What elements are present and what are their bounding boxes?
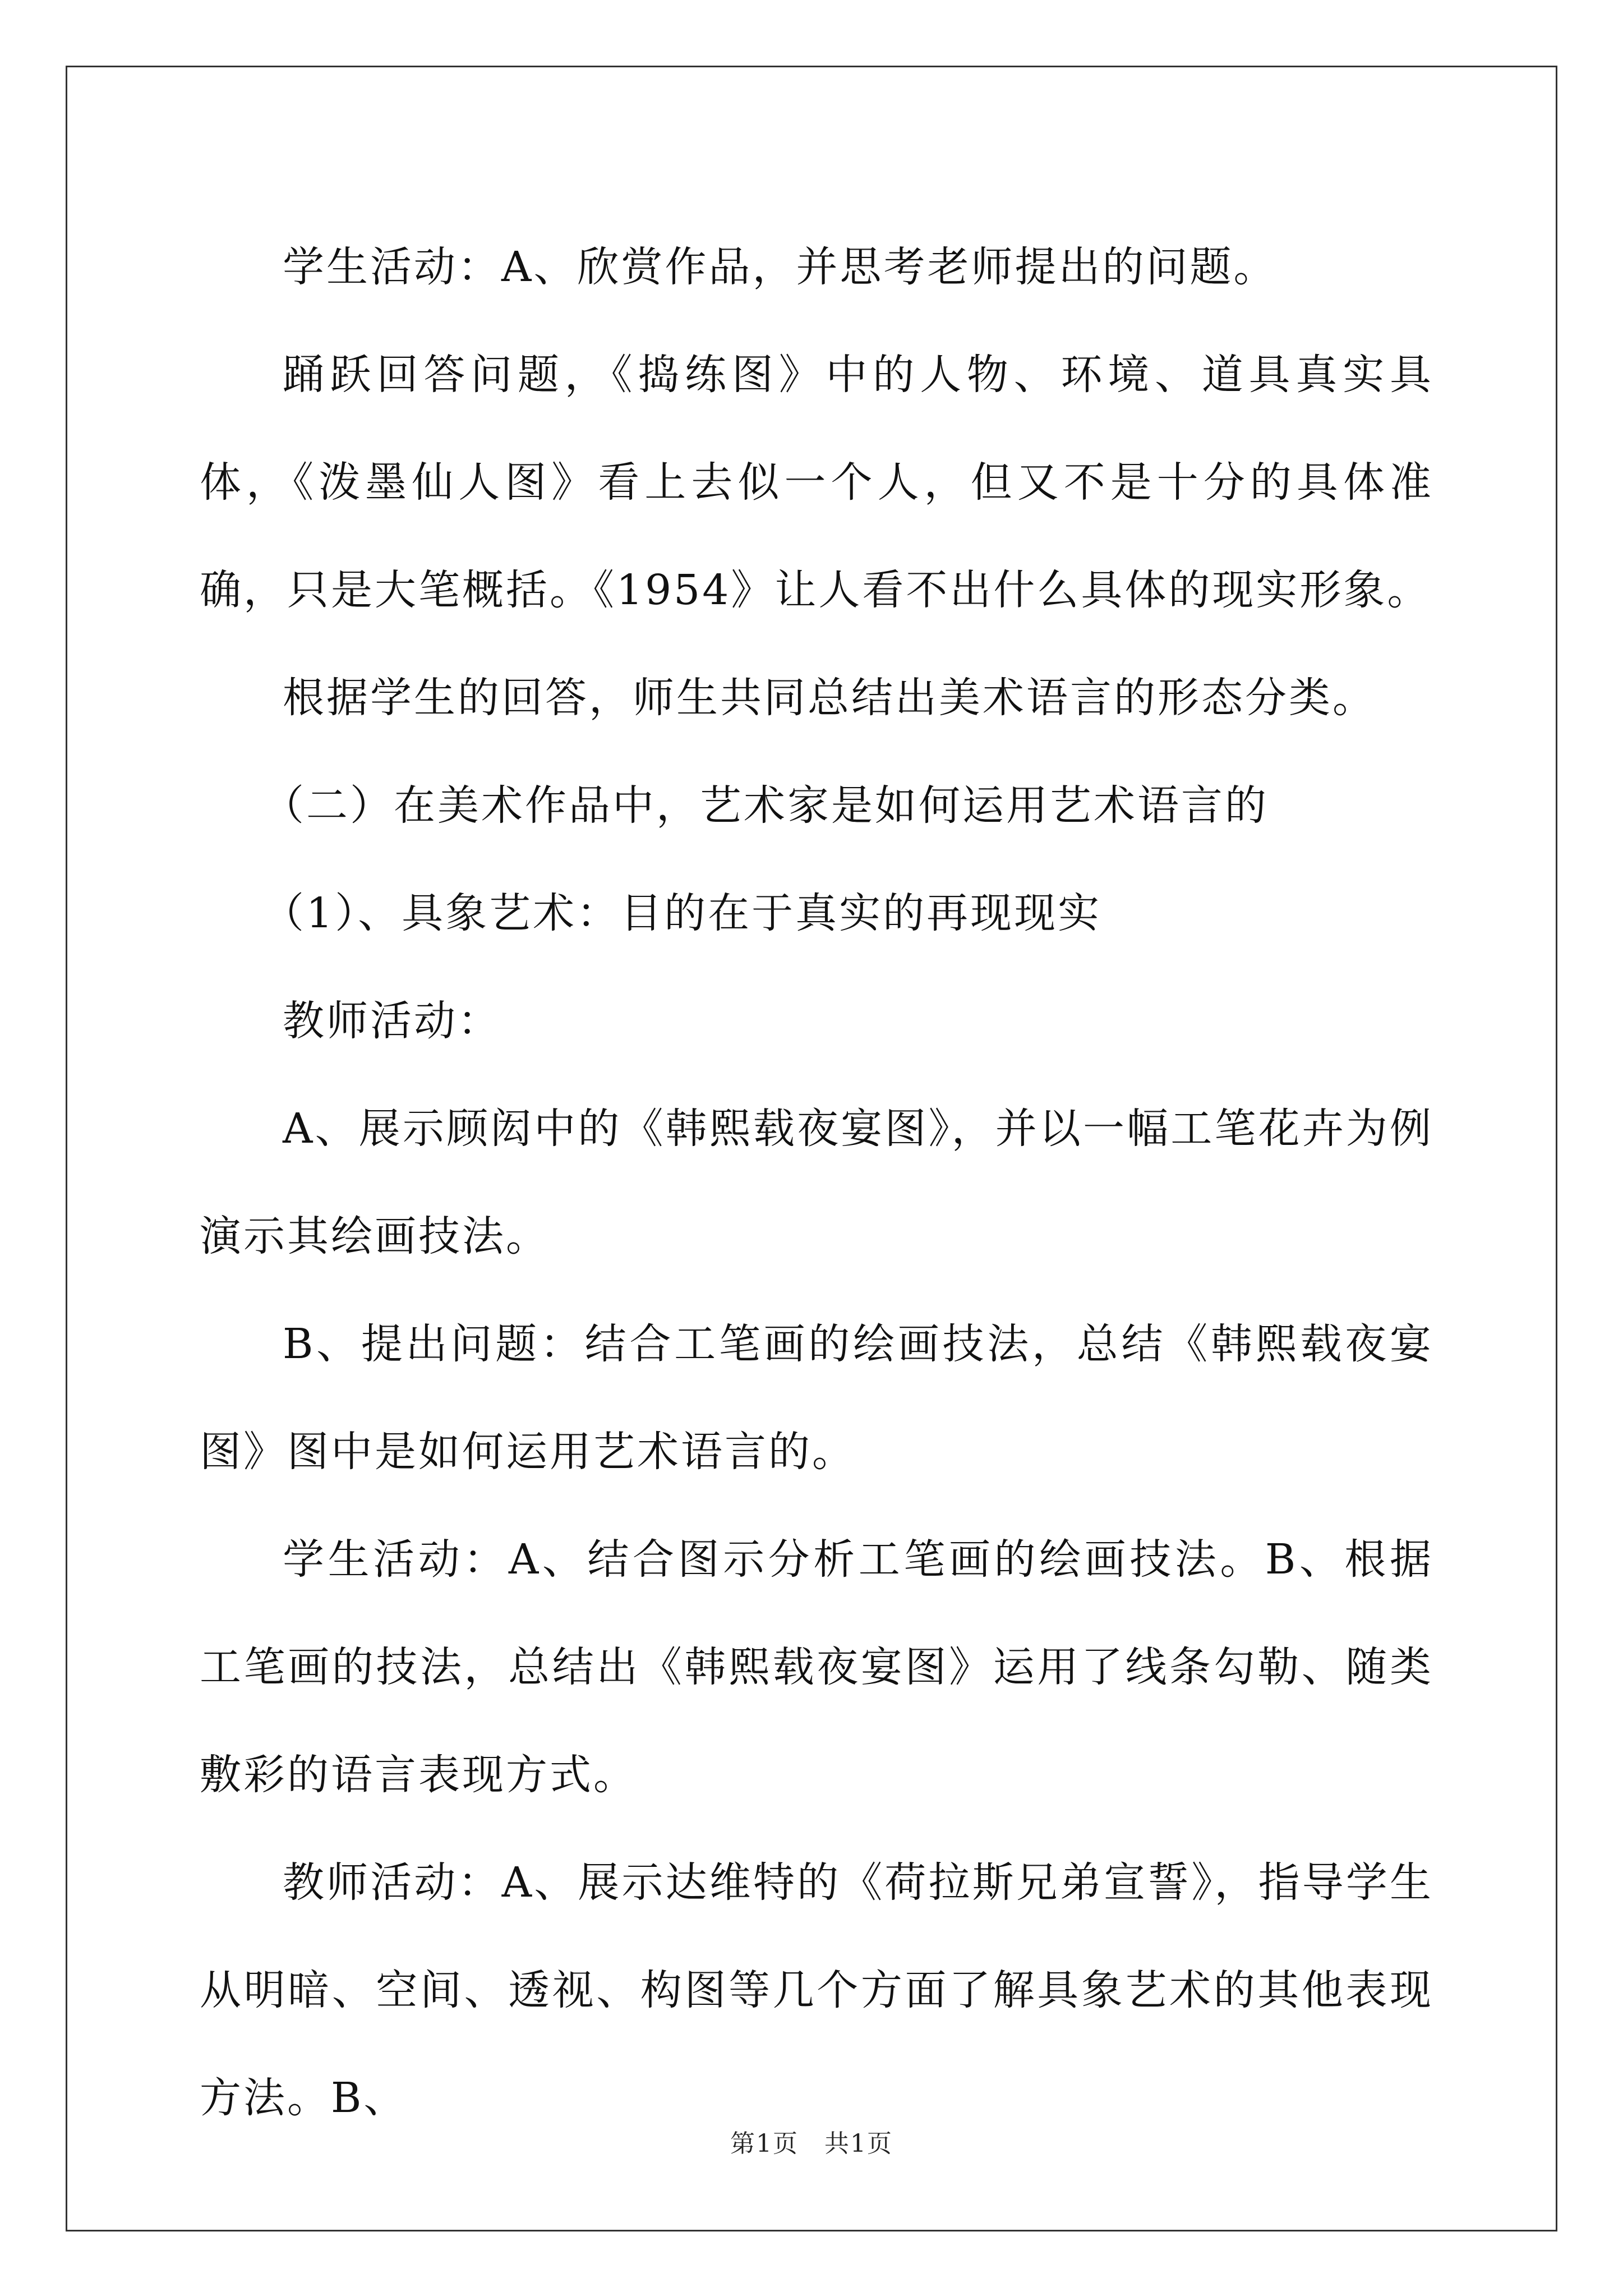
paragraph-student-activity-2: 学生活动：A、结合图示分析工笔画的绘画技法。B、根据工笔画的技法，总结出《韩熙载夜宴图》运用了线条勾勒、随类敷彩的语言表现方式。 (200, 1535, 1433, 1799)
page-footer: 第1页 共1页 (730, 2129, 893, 2158)
section-heading-2: （二）在美术作品中，艺术家是如何运用艺术语言的 (262, 781, 1269, 830)
paragraph-teacher-activity-label: 教师活动： (283, 997, 501, 1045)
paragraph-summary-classification: 根据学生的回答，师生共同总结出美术语言的形态分类。 (283, 674, 1376, 722)
subsection-heading-1: （1）、具象艺术：目的在于真实的再现现实 (262, 889, 1102, 937)
paragraph-teacher-activity-b: B、提出问题：结合工笔画的绘画技法，总结《韩熙载夜宴图》图中是如何运用艺术语言的。 (200, 1320, 1433, 1476)
paragraph-student-activity-1: 学生活动：A、欣赏作品，并思考老师提出的问题。 (283, 243, 1278, 291)
paragraph-teacher-activity-3: 教师活动：A、展示达维特的《荷拉斯兄弟宣誓》，指导学生从明暗、空间、透视、构图等几个方面了解具象艺术的其他表现方法。B、 (200, 1858, 1433, 2122)
paragraph-answer-questions: 踊跃回答问题，《捣练图》中的人物、环境、道具真实具体，《泼墨仙人图》看上去似一个人，但又不是十分的具体准确，只是大笔概括。《1954》让人看不出什么具体的现实形象。 (200, 351, 1433, 614)
paragraph-teacher-activity-a: A、展示顾闳中的《韩熙载夜宴图》，并以一幅工笔花卉为例演示其绘画技法。 (200, 1105, 1433, 1260)
document-body (200, 213, 1433, 2152)
